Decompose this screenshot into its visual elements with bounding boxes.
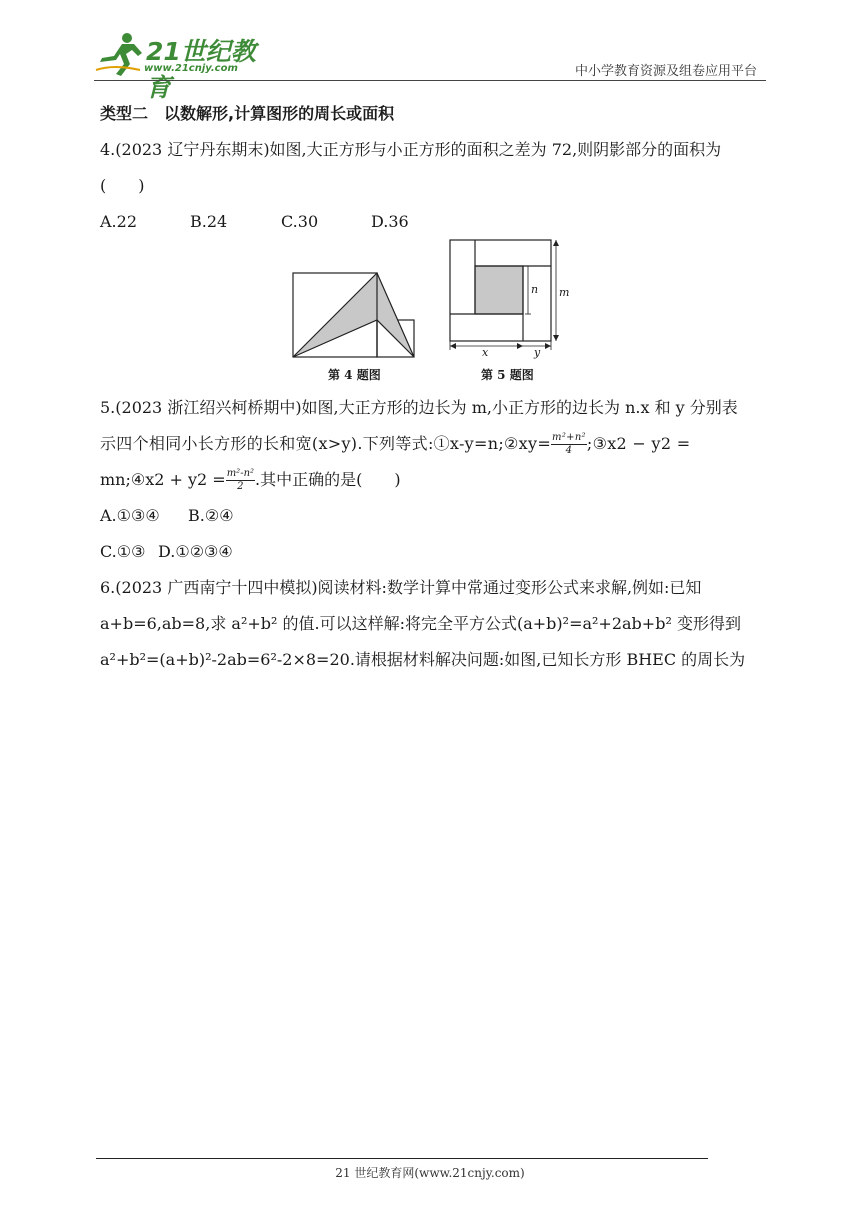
footer-text: 21 世纪教育网(www.21cnjy.com) <box>335 1166 525 1180</box>
label-x: x <box>482 346 489 359</box>
figure-4-diagram <box>290 270 420 362</box>
q5-option-a: A.①③④ <box>100 506 160 525</box>
q6-line2: a+b=6,ab=8,求 a²+b² 的值.可以这样解:将完全平方公式(a+b)²=a²+2ab+b² 变形得到 <box>100 614 741 633</box>
q5-line3 <box>100 462 764 498</box>
logo-url: www.21cnjy.com <box>144 63 238 74</box>
q5-option-c: C.①③ <box>100 542 146 561</box>
figure-5-caption: 第 5 题图 <box>481 368 534 382</box>
q4-option-b: B.24 <box>190 212 228 231</box>
q4-text-line1: 4.(2023 辽宁丹东期末)如图,大正方形与小正方形的面积之差为 72,则阴影部分的面积为 <box>100 140 722 159</box>
content-lower <box>100 390 764 678</box>
figure-4-caption: 第 4 题图 <box>328 368 381 382</box>
q5-options-row1 <box>100 498 764 534</box>
q4-option-d: D.36 <box>371 212 409 231</box>
q5-line2 <box>100 426 764 462</box>
header-divider <box>94 80 766 81</box>
label-y: y <box>534 346 541 359</box>
q6-line3: a²+b²=(a+b)²-2ab=6²-2×8=20.请根据材料解决问题:如图,已知长方形 BHEC 的周长为 <box>100 650 746 669</box>
figure-5-diagram <box>448 238 578 362</box>
q5-options-row2 <box>100 534 764 570</box>
q5-line2-b: ;③x2 − y2 = <box>586 434 691 453</box>
footer-divider <box>96 1158 708 1159</box>
figure-4 <box>290 270 420 386</box>
q5-option-d: D.①②③④ <box>158 542 233 561</box>
section-title: 类型二 以数解形,计算图形的周长或面积 <box>100 104 395 123</box>
q4-options <box>100 204 764 240</box>
q4-text-line2: ( ) <box>100 176 145 195</box>
content <box>100 96 764 240</box>
q4-option-c: C.30 <box>281 212 319 231</box>
q5-fraction-1: $\frac{\text{m²+n²}}{4}$ <box>552 432 586 456</box>
q6-line1: 6.(2023 广西南宁十四中模拟)阅读材料:数学计算中常通过变形公式来求解,例如:已知 <box>100 578 702 597</box>
q5-line3-a: mn;④x2 + y2 = <box>100 470 226 489</box>
q5-line1: 5.(2023 浙江绍兴柯桥期中)如图,大正方形的边长为 m,小正方形的边长为 n.x 和 y 分别表 <box>100 398 738 417</box>
q5-line2-a: 示四个相同小长方形的长和宽(x>y).下列等式:①x-y=n;②xy= <box>100 434 552 453</box>
logo <box>94 30 264 102</box>
figure-5 <box>448 238 578 386</box>
logo-text: 21世纪教育 <box>146 37 256 102</box>
q5-line3-b: .其中正确的是( ) <box>255 470 401 489</box>
q5-fraction-2: $\frac{\text{m²-n²}}{2}$ <box>226 468 255 492</box>
q4-option-a: A.22 <box>100 212 137 231</box>
label-m: m <box>559 286 570 299</box>
runner-logo-icon <box>94 30 144 78</box>
label-n: n <box>531 283 539 296</box>
platform-name: 中小学教育资源及组卷应用平台 <box>574 64 757 79</box>
q5-option-b: B.②④ <box>188 506 234 525</box>
page-header <box>0 0 860 102</box>
